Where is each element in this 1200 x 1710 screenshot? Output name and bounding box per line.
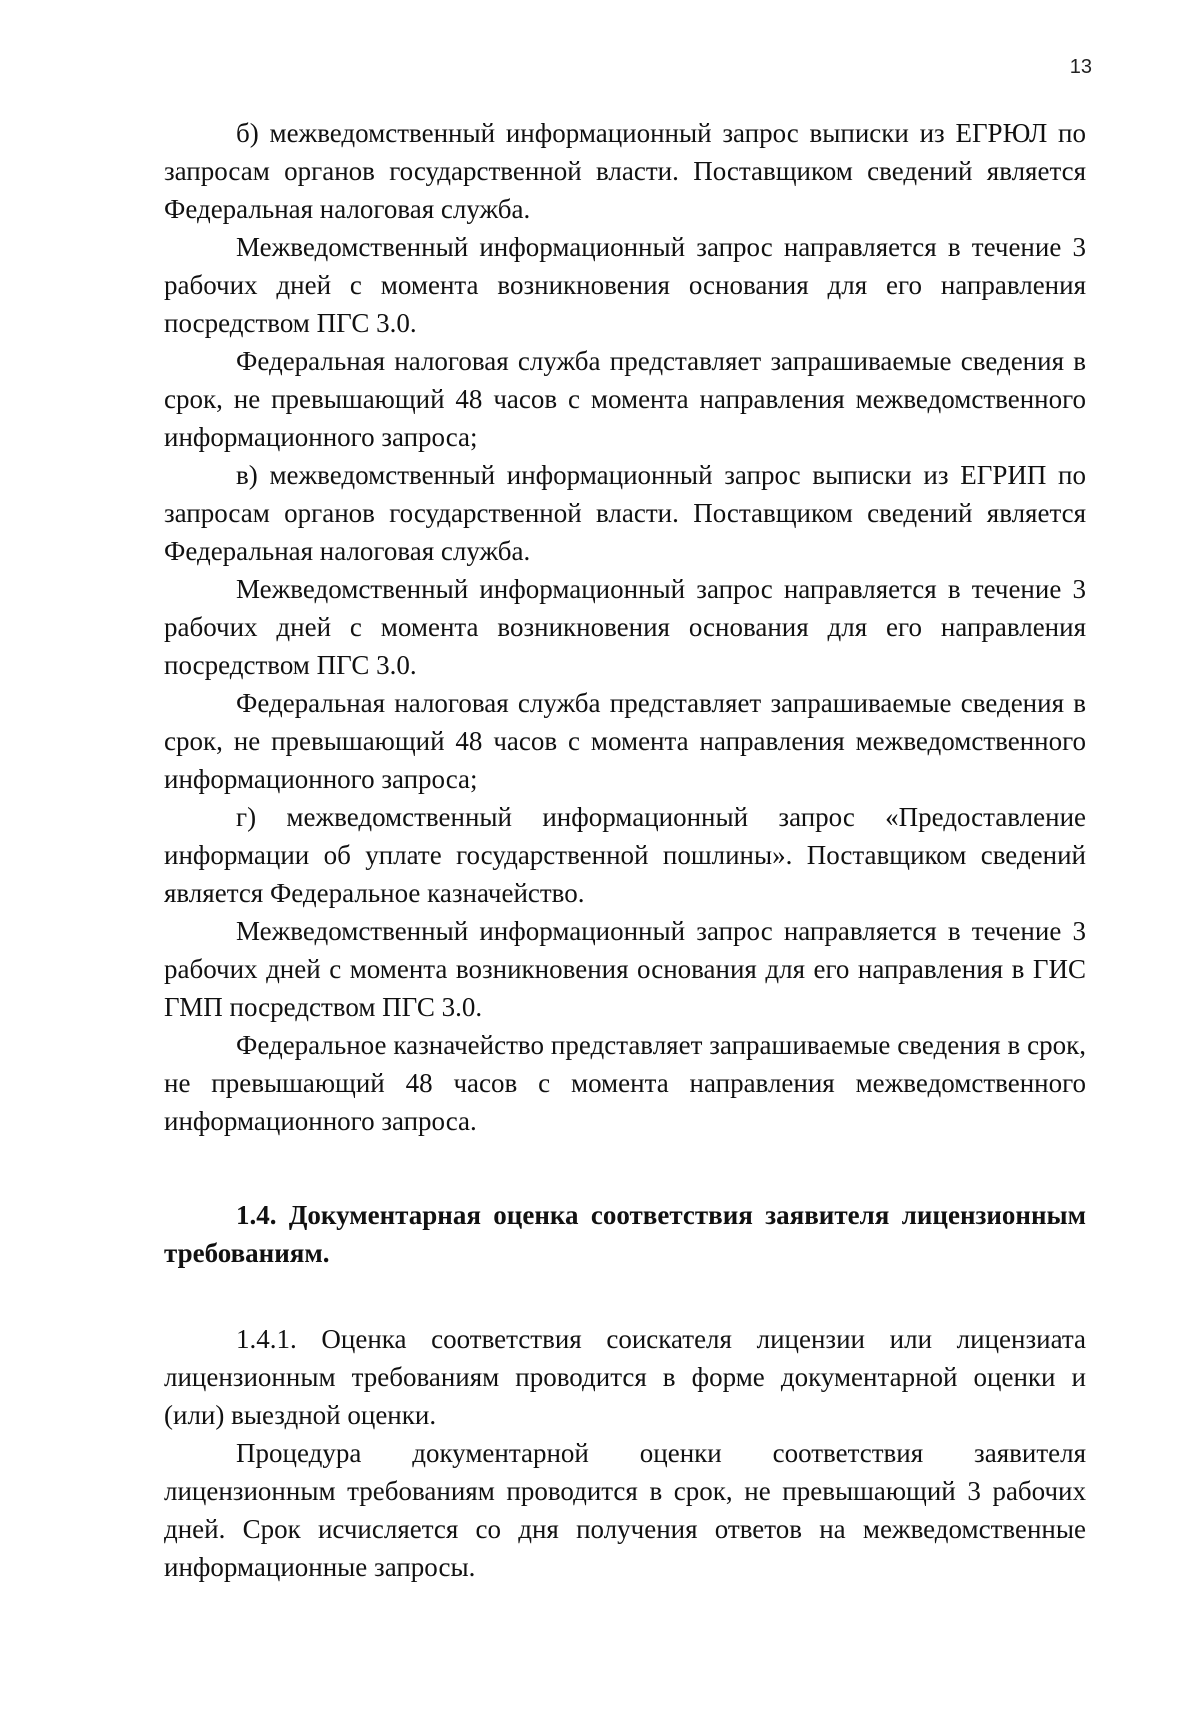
paragraph-v-fns-response: Федеральная налоговая служба представляет запрашиваемые сведения в срок, не превышающий 48 часов с момента направления межведомственного информационного запроса;: [164, 688, 1086, 794]
paragraph-g-treasury-response: Федеральное казначейство представляет запрашиваемые сведения в срок, не превышающий 48 часов с момента направления межведомственного информационного запроса.: [164, 1030, 1086, 1136]
paragraph-g-timing: Межведомственный информационный запрос направляется в течение 3 рабочих дней с момента возникновения основания для его направления в ГИС ГМП посредством ПГС 3.0.: [164, 916, 1086, 1022]
paragraph-procedure: Процедура документарной оценки соответствия заявителя лицензионным требованиям проводится в срок, не превышающий 3 рабочих дней. Срок исчисляется со дня получения ответов на межведомственные информационные запросы.: [164, 1438, 1086, 1582]
paragraph-1-4-1: 1.4.1. Оценка соответствия соискателя лицензии или лицензиата лицензионным требованиям проводится в форме документарной оценки и (или) выездной оценки.: [164, 1324, 1086, 1430]
page-number: 13: [1069, 56, 1092, 78]
paragraph-b-egrul-request: б) межведомственный информационный запрос выписки из ЕГРЮЛ по запросам органов государственной власти. Поставщиком сведений является Федеральная налоговая служба.: [164, 118, 1086, 224]
paragraph-b-fns-response: Федеральная налоговая служба представляет запрашиваемые сведения в срок, не превышающий 48 часов с момента направления межведомственного информационного запроса;: [164, 346, 1086, 452]
paragraph-b-timing: Межведомственный информационный запрос направляется в течение 3 рабочих дней с момента возникновения основания для его направления посредством ПГС 3.0.: [164, 232, 1086, 338]
paragraph-v-egrip-request: в) межведомственный информационный запрос выписки из ЕГРИП по запросам органов государственной власти. Поставщиком сведений является Федеральная налоговая служба.: [164, 460, 1086, 566]
section-heading: 1.4. Документарная оценка соответствия заявителя лицензионным требованиям.: [164, 1200, 1086, 1268]
paragraph-g-duty-request: г) межведомственный информационный запрос «Предоставление информации об уплате государственной пошлины». Поставщиком сведений является Федеральное казначейство.: [164, 802, 1086, 908]
document-body: [164, 114, 1086, 1586]
paragraph-v-timing: Межведомственный информационный запрос направляется в течение 3 рабочих дней с момента возникновения основания для его направления посредством ПГС 3.0.: [164, 574, 1086, 680]
